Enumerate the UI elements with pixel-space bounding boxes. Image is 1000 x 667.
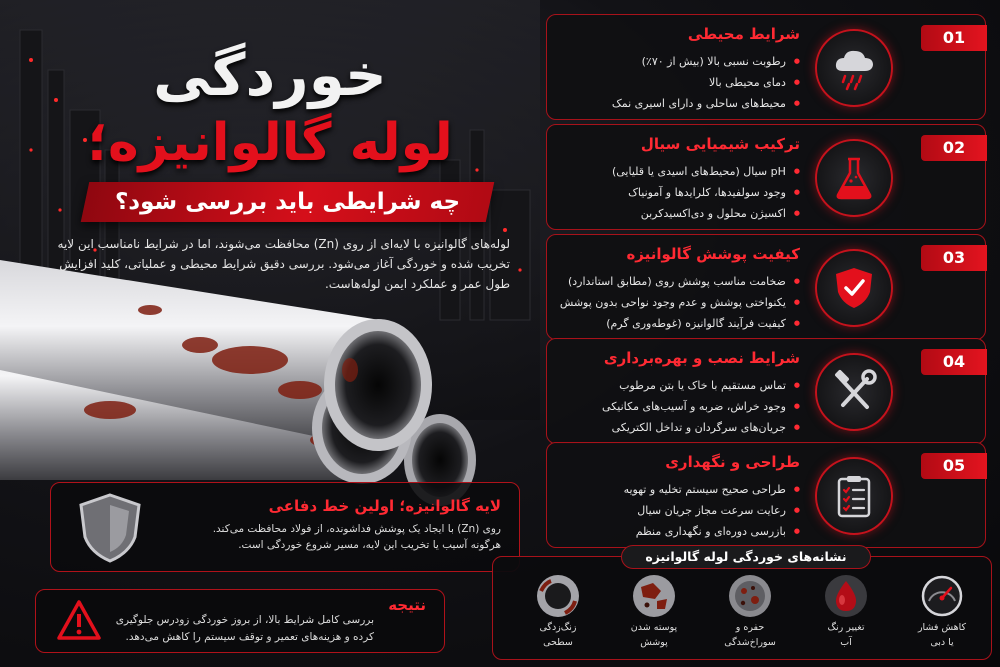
headline-line1: خوردگی xyxy=(153,41,387,109)
pitted-pipe-icon xyxy=(727,573,773,619)
card-icon-circle xyxy=(815,139,893,217)
sign-water-color-change xyxy=(801,573,891,649)
sign-pitting xyxy=(705,573,795,649)
peeling-coating-icon xyxy=(631,573,677,619)
flask-icon xyxy=(831,155,877,201)
sign-label: یا دبی xyxy=(930,637,954,648)
question-banner xyxy=(81,182,495,222)
warning-triangle-icon xyxy=(56,598,102,644)
sign-coating-peeling xyxy=(609,573,699,649)
card-list xyxy=(612,51,800,114)
headline-line2: لوله گالوانیزه؛ xyxy=(87,113,453,173)
card-list xyxy=(602,375,800,438)
headline xyxy=(20,40,520,176)
conclusion-text: بررسی کامل شرایط بالا، از بروز خوردگی زودرس جلوگیری کرده و هزینه‌های تعمیر و توقف سیستم را کاهش می‌دهد. xyxy=(115,614,374,643)
card-number: 03 xyxy=(921,245,987,271)
sign-label: آب xyxy=(840,637,852,648)
card-title: کیفیت پوشش گالوانیزه xyxy=(626,245,800,263)
card-coating-quality xyxy=(546,234,986,340)
card-title: شرایط محیطی xyxy=(687,25,800,43)
question-banner-text: چه شرایطی باید بررسی شود؟ xyxy=(114,189,461,215)
list-item: ● طراحی صحیح سیستم تخلیه و تهویه xyxy=(624,479,800,500)
sign-label: زنگ‌زدگی xyxy=(539,622,577,633)
list-item: ● pH سیال (محیط‌های اسیدی یا قلیایی) xyxy=(612,161,800,182)
sign-pressure-drop xyxy=(897,573,987,649)
card-number: 01 xyxy=(921,25,987,51)
defense-title: لایه گالوانیزه؛ اولین خط دفاعی xyxy=(268,497,501,515)
card-list xyxy=(612,161,800,224)
conclusion-title: نتیجه xyxy=(388,596,426,614)
list-item: ● کیفیت فرآیند گالوانیزه (غوطه‌وری گرم) xyxy=(560,313,800,334)
card-fluid-chemistry xyxy=(546,124,986,230)
sign-label: کاهش فشار xyxy=(917,622,967,633)
intro-paragraph: لوله‌های گالوانیزه با لایه‌ای از روی (Zn) محافظت می‌شوند، اما در شرایط نامناسب این لایه تخریب شده و خوردگی آغاز می‌شود. بررسی دقیق شرایط محیطی و عملیاتی، کلید افزایش طول عمر و عملکرد ایمن لوله‌هاست. xyxy=(57,237,510,291)
water-drop-icon xyxy=(823,573,869,619)
card-number: 02 xyxy=(921,135,987,161)
card-icon-circle xyxy=(815,29,893,107)
signs-title: نشانه‌های خوردگی لوله گالوانیزه xyxy=(621,545,871,569)
card-icon-circle xyxy=(815,353,893,431)
card-environment xyxy=(546,14,986,120)
list-item: ● دمای محیطی بالا xyxy=(612,72,800,93)
card-installation xyxy=(546,338,986,444)
card-icon-circle xyxy=(815,457,893,535)
card-title: شرایط نصب و بهره‌برداری xyxy=(603,349,800,367)
card-title: طراحی و نگهداری xyxy=(665,453,800,471)
list-item: ● وجود خراش، ضربه و آسیب‌های مکانیکی xyxy=(602,396,800,417)
shield-icon xyxy=(73,491,147,565)
defense-text: روی (Zn) با ایجاد یک پوشش فداشونده، از فولاد محافظت می‌کند. هرگونه آسیب یا تخریب این لایه، مسیر شروع خوردگی است. xyxy=(212,523,501,551)
pressure-gauge-icon xyxy=(919,573,965,619)
conclusion-panel xyxy=(35,589,445,653)
card-icon-circle xyxy=(815,249,893,327)
corrosion-signs-panel xyxy=(492,549,992,660)
shield-check-icon xyxy=(831,265,877,311)
rusty-pipe-icon xyxy=(535,573,581,619)
sign-label: سوراخ‌شدگی xyxy=(724,637,776,648)
sign-label: سطحی xyxy=(543,637,573,648)
wrench-hammer-icon xyxy=(831,369,877,415)
list-item: ● جریان‌های سرگردان و تداخل الکتریکی xyxy=(602,417,800,438)
card-list xyxy=(560,271,800,334)
card-number: 04 xyxy=(921,349,987,375)
list-item: ● وجود سولفیدها، کلرایدها و آمونیاک xyxy=(612,182,800,203)
list-item: ● رعایت سرعت مجاز جریان سیال xyxy=(624,500,800,521)
clipboard-checklist-icon xyxy=(831,473,877,519)
card-number: 05 xyxy=(921,453,987,479)
card-design-maintenance xyxy=(546,442,986,548)
sign-surface-rust xyxy=(513,573,603,649)
card-list xyxy=(624,479,800,542)
list-item: ● تماس مستقیم با خاک یا بتن مرطوب xyxy=(602,375,800,396)
rain-cloud-icon xyxy=(831,45,877,91)
list-item: ● بازرسی دوره‌ای و نگهداری منظم xyxy=(624,521,800,542)
list-item: ● ضخامت مناسب پوشش روی (مطابق استاندارد) xyxy=(560,271,800,292)
list-item: ● یکنواختی پوشش و عدم وجود نواحی بدون پوشش xyxy=(560,292,800,313)
sign-label: تغییر رنگ xyxy=(827,622,865,633)
card-title: ترکیب شیمیایی سیال xyxy=(640,135,800,153)
list-item: ● محیط‌های ساحلی و دارای اسیری نمک xyxy=(612,93,800,114)
sign-label: پوشش xyxy=(640,637,668,648)
defense-layer-panel xyxy=(50,482,520,572)
list-item: ● اکسیژن محلول و دی‌اکسیدکربن xyxy=(612,203,800,224)
sign-label: پوسته شدن xyxy=(630,622,678,633)
sign-label: حفره و xyxy=(735,622,765,633)
list-item: ● رطوبت نسبی بالا (بیش از ۷۰٪) xyxy=(612,51,800,72)
